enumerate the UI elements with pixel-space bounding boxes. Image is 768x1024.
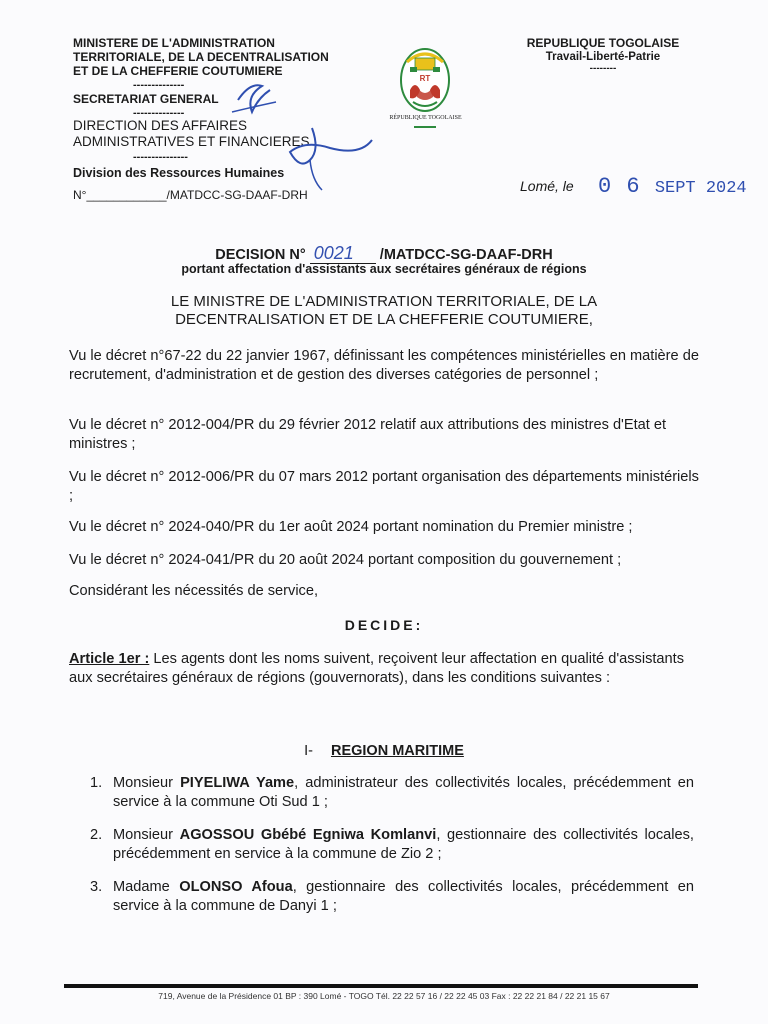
ministry-line-2: TERRITORIALE, DE LA DECENTRALISATION — [73, 50, 329, 64]
separator-dashes-3: --------------- — [133, 151, 188, 163]
date-day: 0 6 — [598, 174, 641, 199]
article-1-text: Les agents dont les noms suivent, reçoivent leur affectation en qualité d'assistants aux secrétaires généraux de régions (gouvernorats), dans les conditions suivantes : — [69, 651, 685, 686]
minister-line-1: LE MINISTRE DE L'ADMINISTRATION TERRITORIALE, DE LA — [170, 293, 598, 310]
visa-paragraph: Vu le décret n° 2024-040/PR du 1er août 2024 portant nomination du Premier ministre ; — [69, 519, 633, 535]
item-number: 3. — [90, 879, 103, 895]
list-item — [90, 826, 694, 864]
direction-line-2: ADMINISTRATIVES ET FINANCIERES — [73, 134, 310, 149]
agent-title: Monsieur — [113, 827, 174, 843]
agent-details: , administrateur des collectivités locales, précédemment en service à la commune Oti Sud 1 ; — [113, 775, 695, 810]
section-title: REGION MARITIME — [330, 743, 464, 759]
minister-line-2: DECENTRALISATION ET DE LA CHEFFERIE COUTUMIERE, — [175, 311, 593, 328]
decision-number: 0021 — [310, 243, 376, 264]
footer-rule — [64, 984, 698, 988]
agent-title: Madame — [113, 879, 170, 895]
visa-paragraph: Vu le décret n° 2012-004/PR du 29 février 2012 relatif aux attributions des ministres d'Etat et ministres ; — [69, 417, 667, 452]
visa-paragraph: Vu le décret n°67-22 du 22 janvier 1967, définissant les compétences ministérielles en matière de recrutement, d'administration et de gestion des diverses catégories de personnel ; — [69, 348, 699, 383]
national-motto: Travail-Liberté-Patrie — [545, 51, 661, 63]
article-1-label: Article 1er : — [69, 651, 150, 667]
agent-name: AGOSSOU Gbébé Egniwa Komlanvi — [179, 827, 437, 843]
decision-suffix: /MATDCC-SG-DAAF-DRH — [379, 247, 553, 263]
list-item — [90, 774, 694, 812]
division-rh: Division des Ressources Humaines — [73, 166, 285, 180]
decision-subtitle: portant affectation d'assistants aux secrétaires généraux de régions — [181, 262, 587, 276]
decision-title — [0, 243, 768, 264]
republic-title: REPUBLIQUE TOGOLAISE — [526, 36, 680, 50]
article-1 — [69, 650, 699, 688]
seal-underline — [414, 126, 436, 128]
agent-details: , gestionnaire des collectivités locales, précédemment en service à la commune de Zio 2 ; — [113, 827, 694, 862]
date-label: Lomé, le — [520, 178, 574, 194]
secretariat-general: SECRETARIAT GENERAL — [73, 92, 219, 106]
section-roman: I- — [304, 743, 313, 759]
direction-line-1: DIRECTION DES AFFAIRES — [73, 118, 248, 133]
considering-paragraph: Considérant les nécessités de service, — [69, 583, 319, 599]
section-heading — [0, 743, 768, 759]
date-month-year: SEPT 2024 — [654, 179, 747, 198]
motto-dashes: -------- — [589, 63, 617, 74]
header-right — [508, 36, 698, 74]
minister-heading — [0, 293, 768, 329]
visa-paragraph: Vu le décret n° 2024-041/PR du 20 août 2024 portant composition du gouvernement ; — [69, 552, 622, 568]
agent-name: OLONSO Afoua — [179, 879, 293, 895]
reference-number: N°____________/MATDCC-SG-DAAF-DRH — [73, 188, 308, 202]
separator-dashes-2: -------------- — [133, 107, 185, 119]
item-number: 2. — [90, 827, 103, 843]
decision-prefix: DECISION N° — [215, 247, 306, 263]
footer-address: 719, Avenue de la Présidence 01 BP : 390 Lomé - TOGO Tél. 22 22 57 16 / 22 22 45 03 Fax : 22 22 21 84 / 22 21 15 67 — [158, 991, 610, 1001]
date-stamp — [598, 174, 747, 199]
agent-details: , gestionnaire des collectivités locales, précédemment en service à la commune de Danyi 1 ; — [113, 879, 694, 914]
header-left — [73, 36, 329, 202]
ministry-line-3: ET DE LA CHEFFERIE COUTUMIERE — [73, 64, 283, 78]
agent-name: PIYELIWA Yame — [180, 775, 295, 791]
visa-paragraph: Vu le décret n° 2012-006/PR du 07 mars 2012 portant organisation des départements ministériels ; — [69, 469, 699, 504]
ministry-line-1: MINISTERE DE L'ADMINISTRATION — [73, 36, 275, 50]
item-number: 1. — [90, 775, 103, 791]
decide-heading: DECIDE: — [344, 617, 424, 633]
list-item — [90, 878, 694, 916]
agent-title: Monsieur — [113, 775, 174, 791]
seal-letters: RT — [419, 74, 431, 83]
seal-caption: RÉPUBLIQUE TOGOLAISE — [389, 115, 462, 121]
separator-dashes: -------------- — [133, 79, 185, 91]
